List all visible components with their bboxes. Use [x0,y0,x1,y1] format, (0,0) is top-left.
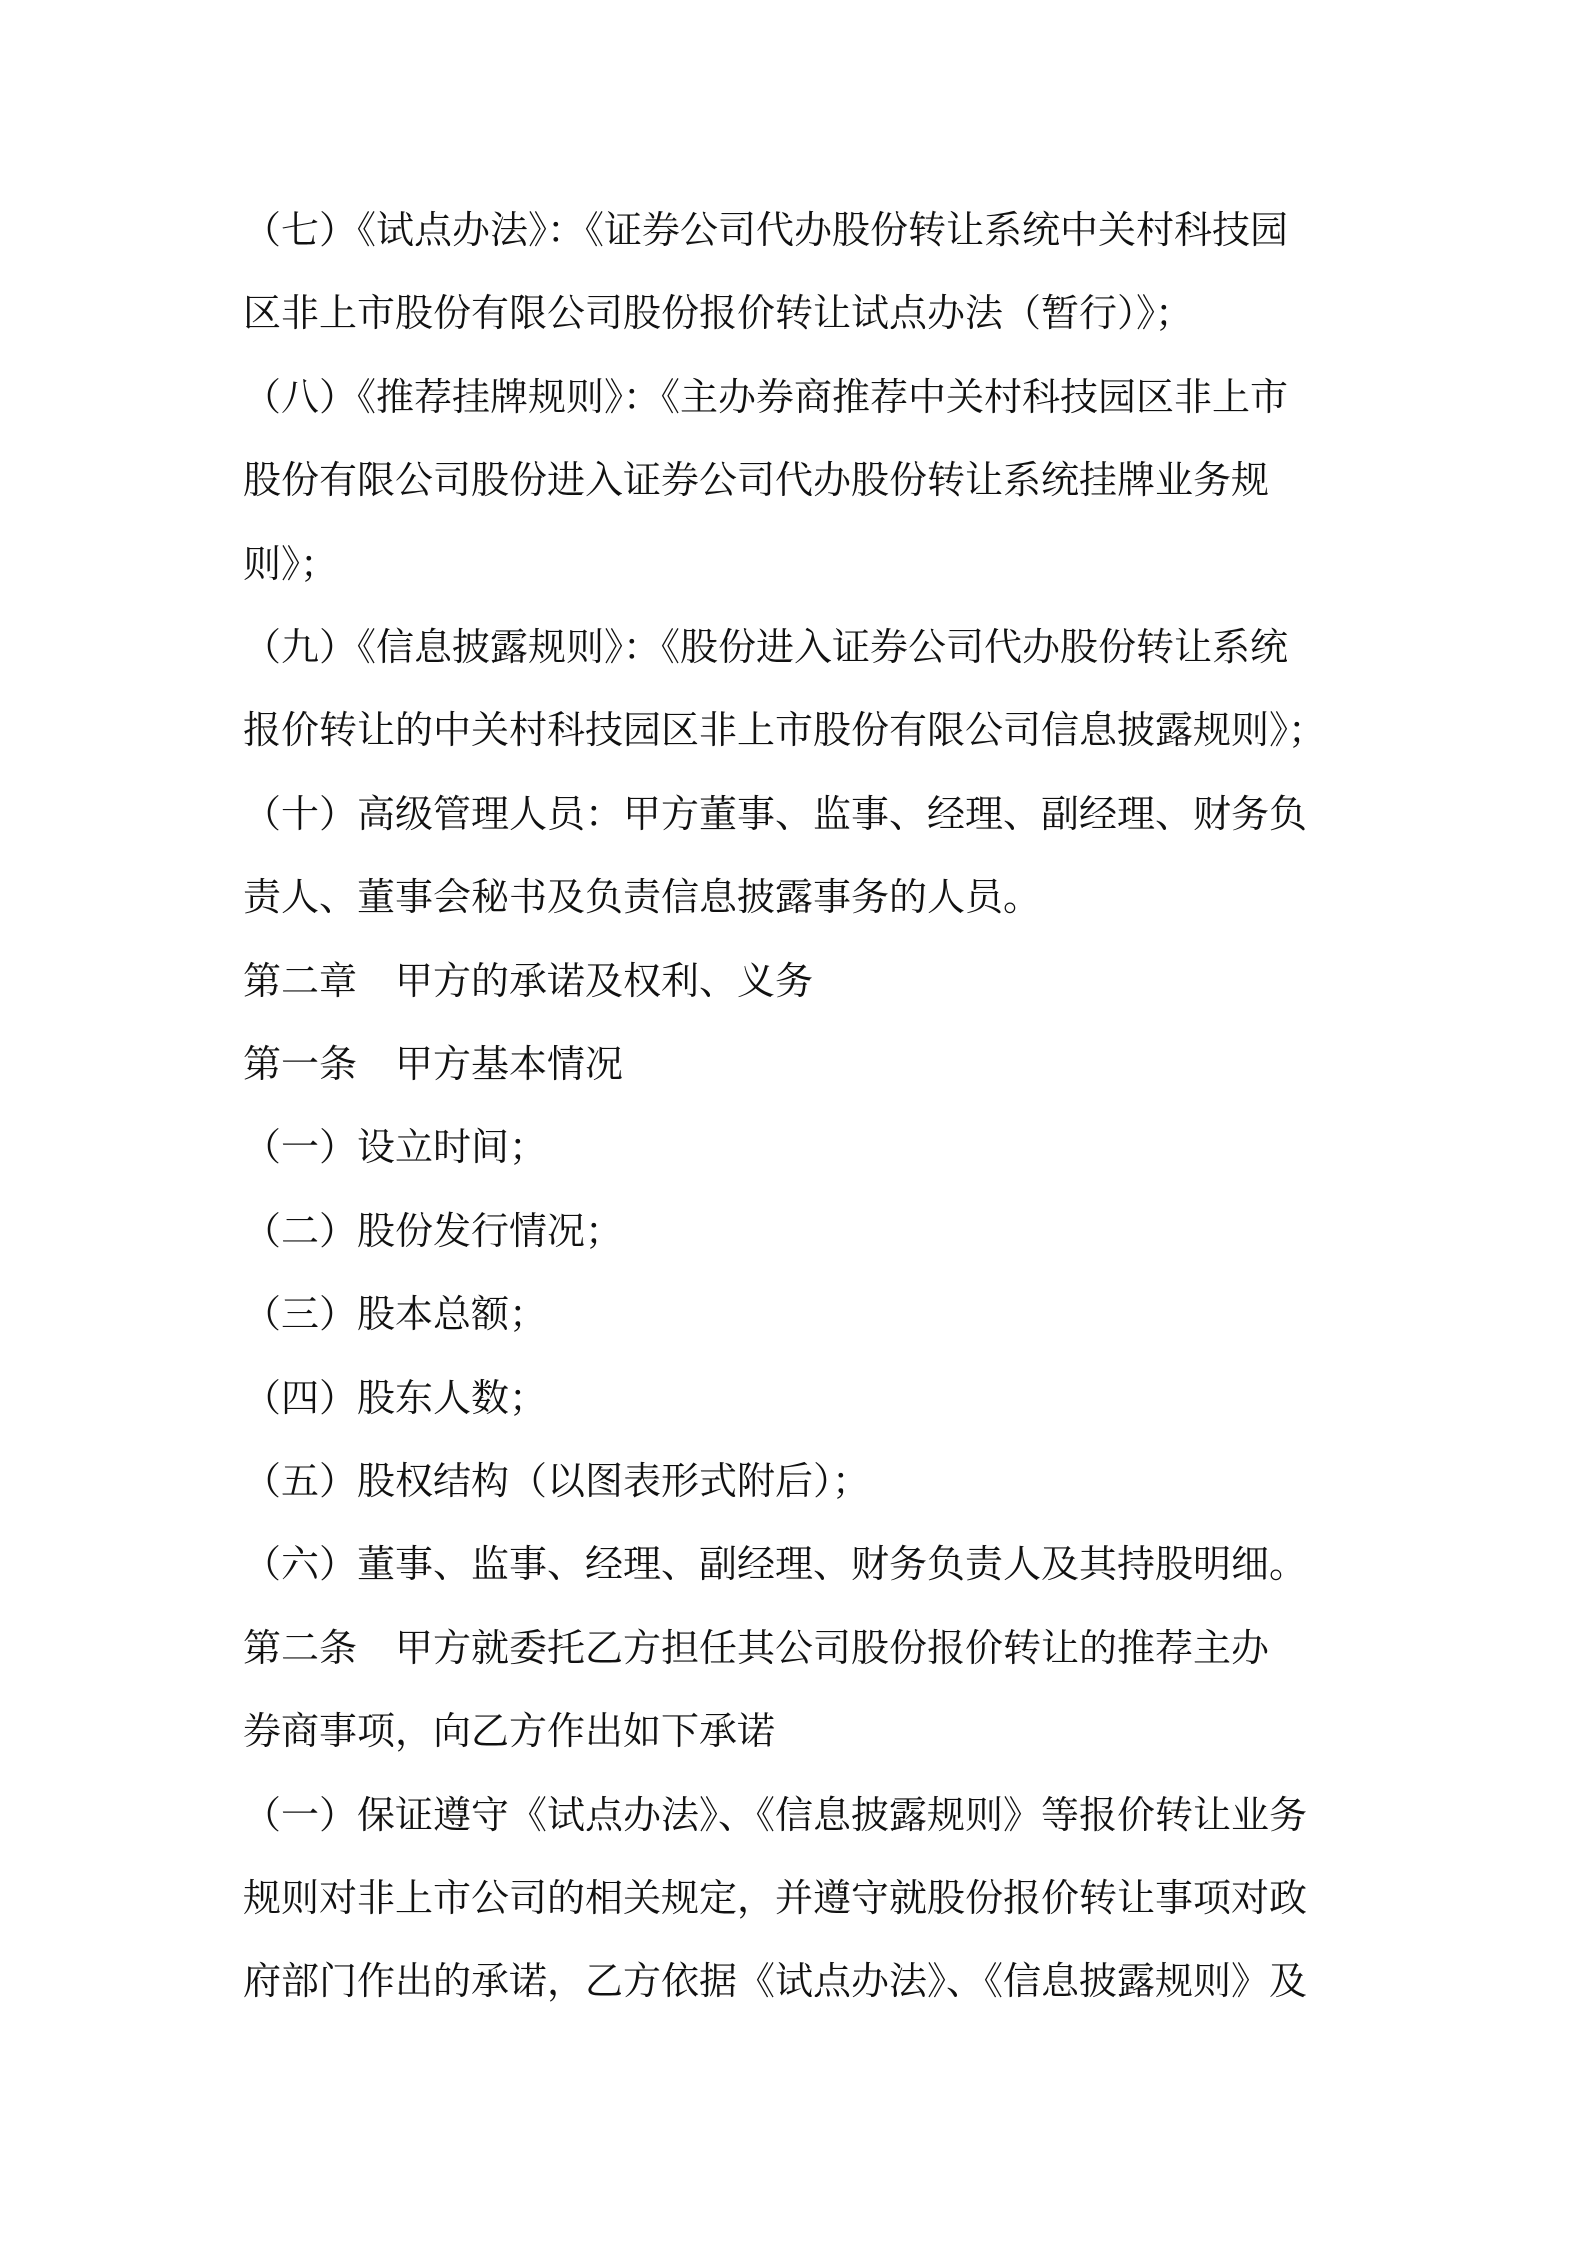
text-line: （九）《信息披露规则》：《股份进入证券公司代办股份转让系统 [243,625,1289,669]
article-heading: 第二条 甲方就委托乙方担任其公司股份报价转让的推荐主办 [243,1626,1270,1670]
text-line: （三）股本总额； [243,1292,548,1336]
chapter-heading: 第二章 甲方的承诺及权利、义务 [243,959,814,1003]
text-line: （十）高级管理人员：甲方董事、监事、经理、副经理、财务负 [243,792,1308,836]
text-line: （四）股东人数； [243,1376,548,1420]
text-line: 府部门作出的承诺，乙方依据《试点办法》、《信息披露规则》及 [243,1959,1308,2003]
text-line: （一）保证遵守《试点办法》、《信息披露规则》等报价转让业务 [243,1793,1308,1837]
text-line: 股份有限公司股份进入证券公司代办股份转让系统挂牌业务规 [243,458,1270,502]
text-line: （一）设立时间； [243,1125,548,1169]
text-line: （八）《推荐挂牌规则》：《主办券商推荐中关村科技园区非上市 [243,375,1289,419]
text-line: （二）股份发行情况； [243,1209,624,1253]
text-line: 区非上市股份有限公司股份报价转让试点办法（暂行）》； [243,291,1194,335]
text-line: （六）董事、监事、经理、副经理、财务负责人及其持股明细。 [243,1542,1308,1586]
article-heading: 第一条 甲方基本情况 [243,1042,624,1086]
text-line: 报价转让的中关村科技园区非上市股份有限公司信息披露规则》； [243,708,1327,752]
text-line: 责人、董事会秘书及负责信息披露事务的人员。 [243,875,1042,919]
text-line: 券商事项，向乙方作出如下承诺 [243,1709,776,1753]
text-line: （七）《试点办法》：《证券公司代办股份转让系统中关村科技园 [243,208,1289,252]
text-line: （五）股权结构（以图表形式附后）； [243,1459,871,1503]
text-line: 规则对非上市公司的相关规定，并遵守就股份报价转让事项对政 [243,1876,1308,1920]
text-line: 则》； [243,542,339,586]
